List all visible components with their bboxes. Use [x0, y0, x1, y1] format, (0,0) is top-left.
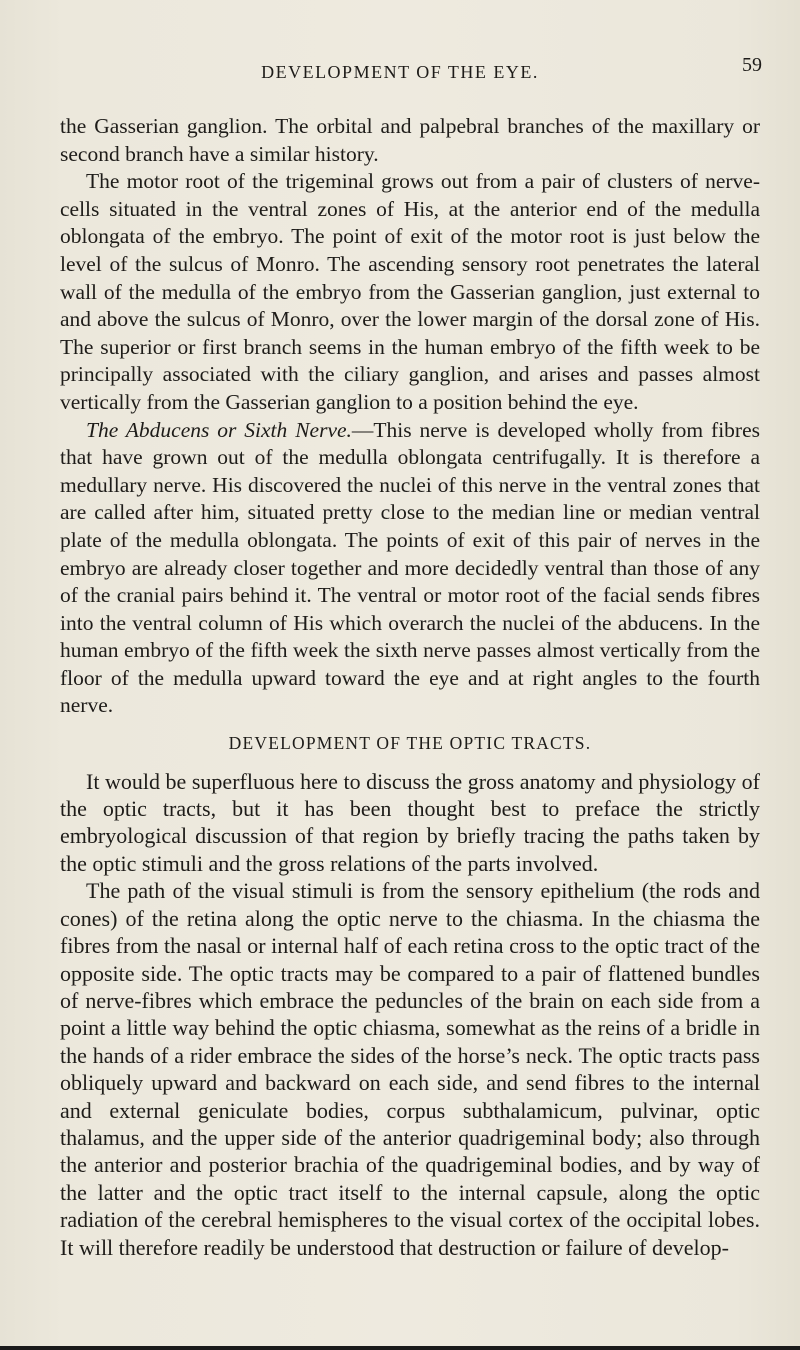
paragraph-abducens [60, 417, 760, 721]
paragraph-visual-path: The path of the visual stimuli is from the sensory epithelium (the rods and cones) of the retina along the optic nerve to the chiasma. In the chiasma the fibres from the nasal or internal half of each retina cross to the optic tract of the opposite side. The optic tracts may be compared to a pair of flattened bundles of nerve-fibres which embrace the peduncles of the brain on each side from a point a little way behind the optic chiasma, somewhat as the reins of a bridle in the hands of a rider embrace the sides of the horse’s neck. The optic tracts pass obliquely upward and backward on each side, and send fibres to the internal and external geniculate bodies, corpus subthalamicum, pulvinar, optic thalamus, and the upper side of the anterior quadrigeminal body; also through the anterior and posterior brachia of the quadrigeminal bodies, and by way of the latter and the optic tract itself to the internal capsule, along the optic radiation of the cerebral hemispheres to the visual cortex of the occipital lobes. It will therefore readily be understood that destruction or failure of develop- [60, 878, 760, 1260]
page-header [0, 54, 800, 102]
body-text [60, 113, 760, 1261]
paragraph-optic-intro: It would be superfluous here to discuss the gross anatomy and physiology of the optic tracts, but it has been thought best to preface the strictly embryological discussion of that region by briefly tracing the paths taken by the optic stimuli and the gross relations of the parts involved. [60, 768, 760, 876]
paragraph-motor-root-trigeminal: The motor root of the trigeminal grows out from a pair of clusters of nerve-cells situated in the ventral zones of His, at the anterior end of the medulla oblongata of the embryo. The point of exit of the motor root is just below the level of the sulcus of Monro. The ascending sensory root penetrates the lateral wall of the medulla of the embryo from the Gasserian ganglion, just external to and above the sulcus of Monro, over the lower margin of the dorsal zone of His. The superior or first branch seems in the human embryo of the fifth week to be principally associated with the ciliary ganglion, and arises and passes almost vertically from the Gasserian ganglion to a position behind the eye. [60, 169, 760, 414]
page-number: 59 [742, 54, 762, 76]
section-heading-optic-tracts: DEVELOPMENT OF THE OPTIC TRACTS. [228, 733, 592, 754]
abducens-body: —This nerve is developed wholly from fibres that have grown out of the medulla oblongata centrifugally. It is therefore a medullary nerve. His discovered the nuclei of this nerve in the ventral zones that are called after him, situated pretty close to the median line or median ventral plate of the medulla oblongata. The points of exit of this pair of nerves in the embryo are already closer together and more decidedly ventral than those of any of the cranial pairs behind it. The ventral or motor root of the facial sends fibres into the ventral column of His which overarch the nuclei of the abducens. In the human embryo of the fifth week the sixth nerve passes almost vertically from the floor of the medulla upward toward the eye and at right angles to the fourth nerve. [60, 417, 760, 718]
abducens-subheading: The Abducens or Sixth Nerve. [86, 417, 352, 442]
scan-bottom-edge [0, 1346, 800, 1350]
paragraph-gasserian-continuation: the Gasserian ganglion. The orbital and palpebral branches of the maxillary or second branch have a similar history. [60, 114, 760, 166]
running-head: DEVELOPMENT OF THE EYE. [261, 62, 539, 82]
